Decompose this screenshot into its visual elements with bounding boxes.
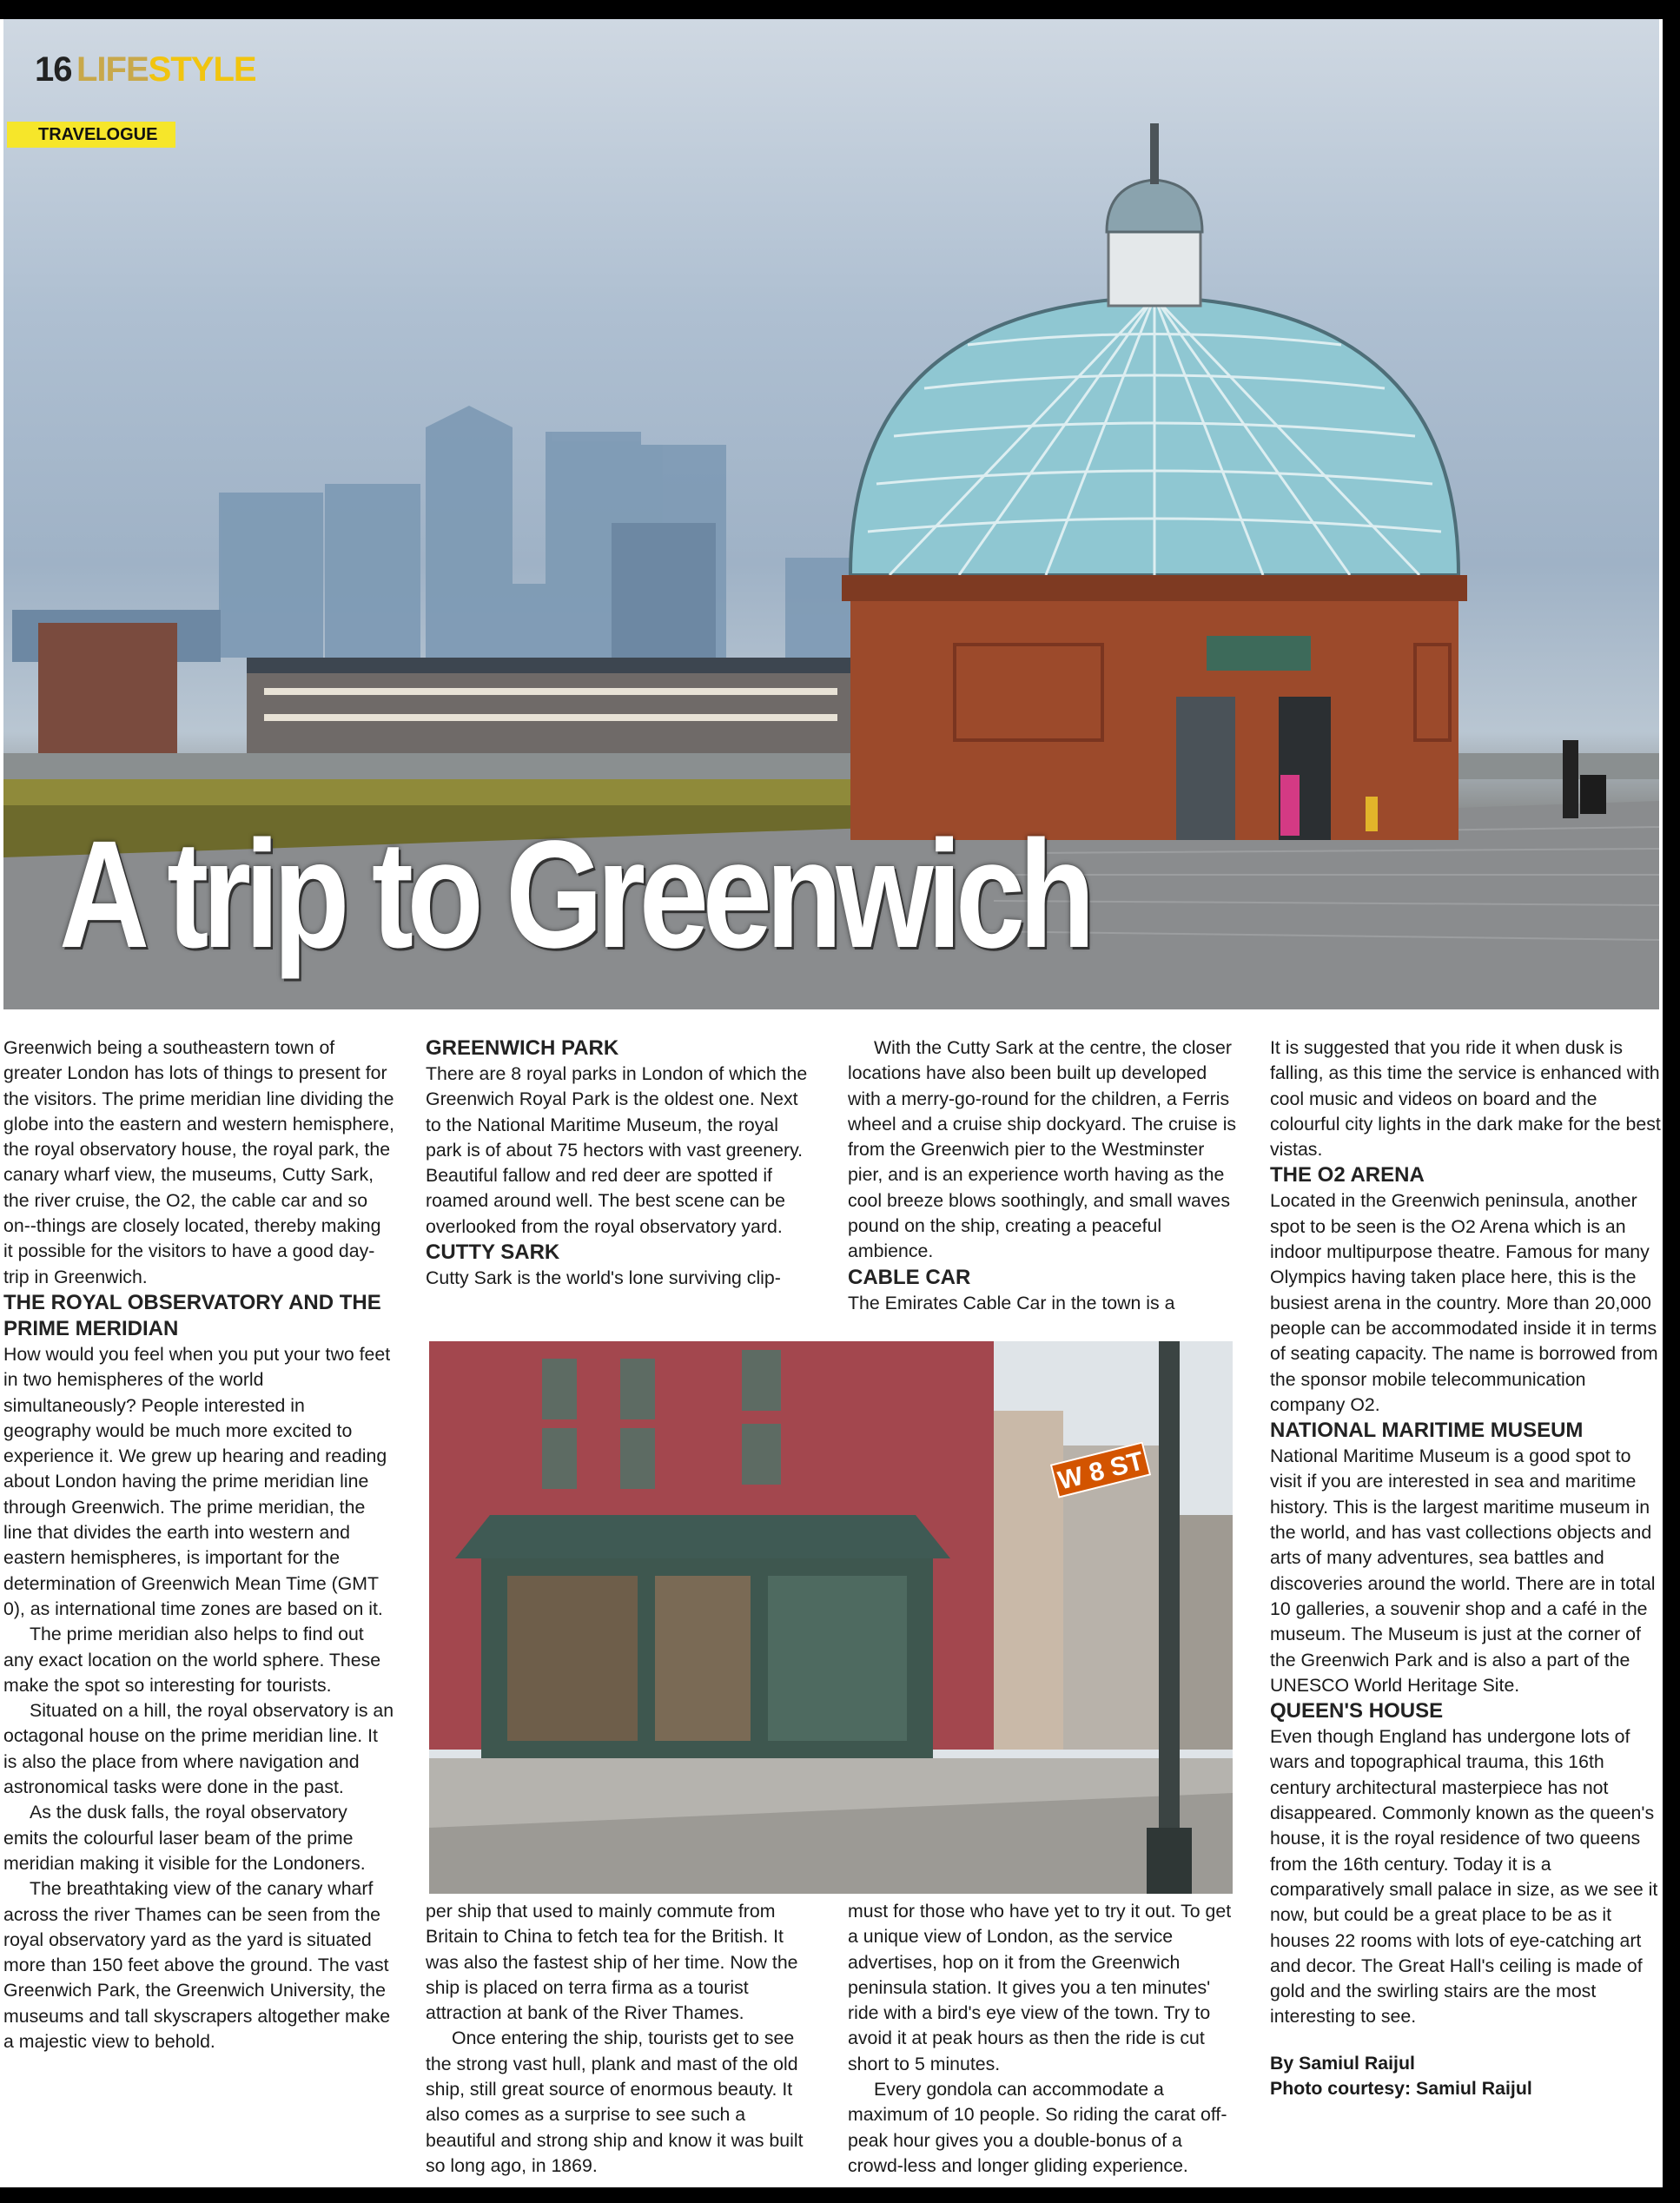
paragraph: Even though England has undergone lots of wars and topographical trauma, this 16th century architectural masterpiece has not disappeared. Commonly known as the queen's house, it is the royal residence of two queens from the 16th century. Today it is a comparatively small palace in size, as we see it now, but could be a great place to be as it houses 22 rooms with lots of eye-catching art and decor. The Great Hall's ceiling is made of gold and the swirling stairs are the most interesting to see. bbox=[1270, 1726, 1658, 2028]
paragraph: How would you feel when you put your two feet in two hemispheres of the world simultaneously? People interested in geography would be much more excited to experience it. We grew up hearing and reading about London having the prime meridian line through Greenwich. The prime meridian, the line that divides the earth into western and eastern hemispheres, is important for the determination of Greenwich Mean Time (GMT 0), as international time zones are based on it. bbox=[3, 1343, 391, 1619]
subhead-cutty-sark: CUTTY SARK bbox=[426, 1240, 560, 1265]
paragraph: Once entering the ship, tourists get to see the strong vast hull, plank and mast of the old ship, still great source of enormous beauty. It also comes as a surprise to see such a beautiful and strong ship and know it was built so long ago, in 1869. bbox=[426, 2028, 804, 2176]
paragraph: Located in the Greenwich peninsula, another spot to be seen is the O2 Arena which is an indoor multipurpose theatre. Famous for many Olympics having taken place here, this is the busiest arena in the country. More than 20,000 people can be accommodated inside it in terms of seating capacity. The name is borrowed from the sponsor mobile telecommunication company O2. bbox=[1270, 1190, 1658, 1415]
column-1 bbox=[3, 1035, 394, 2054]
street-sign: W 8 ST bbox=[1050, 1441, 1151, 1498]
paragraph: National Maritime Museum is a good spot to visit if you are interested in sea and maritime history. This is the largest maritime museum in the world, and has vast collections objects and arts of many adventures, sea battles and discoveries around the world. There are in total 10 galleries, a souvenir shop and a café in the museum. The Museum is just at the corner of the Greenwich Park and is also a part of the UNESCO World Heritage Site. bbox=[1270, 1446, 1656, 1696]
column-2-bottom bbox=[426, 1899, 817, 2179]
subhead-royal-observatory: THE ROYAL OBSERVATORY AND THE PRIME MERIDIAN bbox=[3, 1290, 381, 1340]
paragraph: Every gondola can accommodate a maximum of 10 people. So riding the carat off-peak hour gives you a double-bonus of a crowd-less and longer gliding experience. bbox=[848, 2079, 1227, 2176]
subhead-queens-house: QUEEN'S HOUSE bbox=[1270, 1699, 1444, 1723]
paragraph: As the dusk falls, the royal observatory emits the colourful laser beam of the prime meridian making it visible for the Londoners. bbox=[3, 1802, 366, 1874]
subhead-greenwich-park: GREENWICH PARK bbox=[426, 1036, 619, 1060]
paragraph: Situated on a hill, the royal observatory is an octagonal house on the prime meridian line. It is also the place from where navigation and astronomical tasks were done in the past. bbox=[3, 1700, 394, 1798]
storefront-illustration bbox=[429, 1341, 1233, 1894]
byline: By Samiul Raijul bbox=[1270, 2052, 1415, 2074]
subhead-cable-car: CABLE CAR bbox=[848, 1265, 971, 1289]
inset-photo-storefront bbox=[429, 1341, 1233, 1894]
section-logo-part2: STYLE bbox=[148, 50, 256, 89]
paragraph: Cutty Sark is the world's lone surviving clip- bbox=[426, 1267, 781, 1289]
subhead-o2-arena: THE O2 ARENA bbox=[1270, 1163, 1425, 1188]
hero-photo-greenwich-dome bbox=[3, 19, 1659, 1009]
paragraph: There are 8 royal parks in London of which the Greenwich Royal Park is the oldest one. Next to the National Maritime Museum, the royal park is of about 75 hectors with vast greenery. Beautiful fallow and red deer are spotted if roamed around well. The best scene can be overlooked from the royal observatory yard. bbox=[426, 1063, 808, 1237]
section-tag: TRAVELOGUE bbox=[7, 122, 175, 148]
section-logo bbox=[76, 50, 256, 89]
paragraph: The prime meridian also helps to find out any exact location on the world sphere. These make the spot so interesting for tourists. bbox=[3, 1624, 381, 1696]
column-2-top bbox=[426, 1035, 817, 1291]
section-logo-part1: LIFE bbox=[76, 50, 149, 89]
paragraph: The breathtaking view of the canary wharf across the river Thames can be seen from the royal observatory yard as the yard is situated more than 150 feet above the ground. The vast Greenwich Park, the Greenwich University, the museums and tall skyscrapers altogether make a majestic view to behold. bbox=[3, 1878, 391, 2052]
column-3-top bbox=[848, 1035, 1239, 1316]
paragraph: per ship that used to mainly commute from Britain to China to fetch tea for the British. It was also the fastest ship of her time. Now the ship is placed on terra firma as a tourist attraction at bank of the River Thames. bbox=[426, 1901, 798, 2024]
page-number: 16 bbox=[35, 50, 72, 89]
photo-credit: Photo courtesy: Samiul Raijul bbox=[1270, 2077, 1532, 2099]
column-3-bottom bbox=[848, 1899, 1239, 2179]
paragraph: It is suggested that you ride it when dusk is falling, as this time the service is enhanced with cool music and videos on board and the colourful city lights in the dark make for the best vistas. bbox=[1270, 1037, 1661, 1161]
paragraph: The Emirates Cable Car in the town is a bbox=[848, 1292, 1175, 1313]
paragraph: must for those who have yet to try it out. To get a unique view of London, as the service advertises, hop on it from the Greenwich peninsula station. It gives you a ten minutes' ride with a bird's eye view of the town. Try to avoid it at peak hours as then the ride is cut short to 5 minutes. bbox=[848, 1901, 1232, 2074]
column-4 bbox=[1270, 1035, 1661, 2101]
paragraph: Greenwich being a southeastern town of greater London has lots of things to present for the visitors. The prime meridian line dividing the globe into the eastern and western hemisphere, the royal observatory house, the royal park, the canary wharf view, the museums, Cutty Sark, the river cruise, the O2, the cable car and so on--things are closely located, thereby making it possible for the visitors to have a good day-trip in Greenwich. bbox=[3, 1037, 394, 1287]
subhead-maritime-museum: NATIONAL MARITIME MUSEUM bbox=[1270, 1419, 1584, 1443]
paragraph: With the Cutty Sark at the centre, the closer locations have also been built up developed with a merry-go-round for the children, a Ferris wheel and a cruise ship dockyard. The cruise is from the Greenwich pier to the Westminster pier, and is an experience worth having as the cool breeze blows soothingly, and small waves pound on the ship, creating a peaceful ambience. bbox=[848, 1037, 1237, 1262]
headline: A trip to Greenwich bbox=[59, 810, 1089, 980]
newspaper-page bbox=[0, 19, 1663, 2187]
